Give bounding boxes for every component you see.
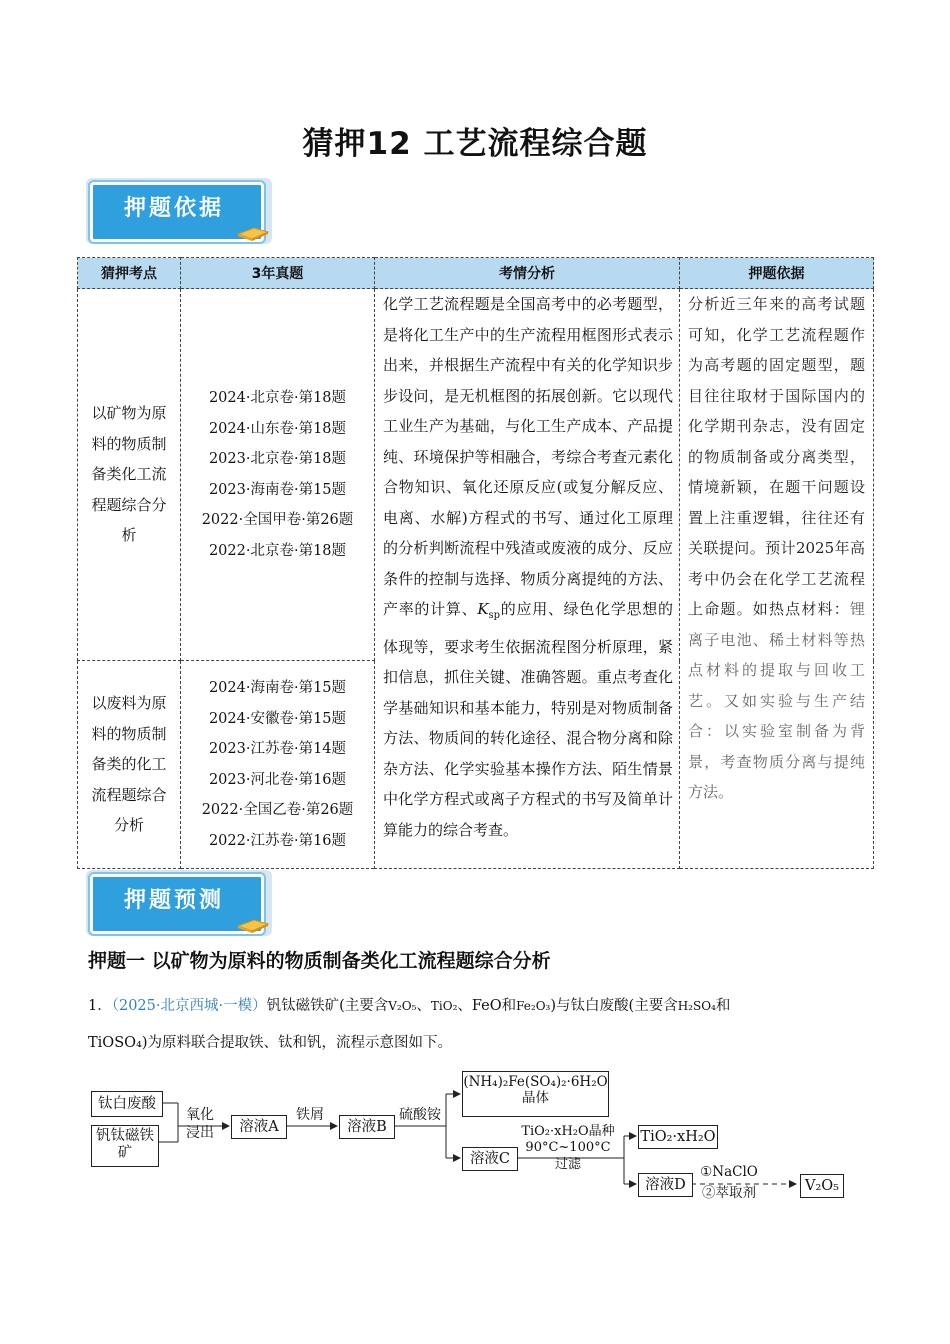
basis-cell: 分析近三年来的高考试题可知，化学工艺流程题作为高考题的固定题型，题目往往取材于国际国内的化学期刊杂志，没有固定的物质制备或分离类型，情境新颖，在题干问题设置上注重逻辑，往往还有关联提问。预计2025年高考中仍会在化学工艺流程上命题。如热点材料：锂离子电池、稀土材料等热点材料的提取与回收工艺。又如实验与生产结合：以实验室制备为背景，考查物质分离与提纯方法。: [680, 289, 874, 869]
box-solution-c: 溶液C: [462, 1147, 518, 1171]
box-waste-acid: 钛白废酸: [91, 1091, 163, 1117]
label-seed-conditions: TiO₂·xH₂O晶种 90°C~100°C 过滤: [521, 1124, 615, 1172]
header-basis: 押题依据: [680, 258, 874, 289]
label-oxidize-leach: 氧化浸出: [186, 1107, 214, 1142]
year-item: 2023·海南卷·第15题: [208, 481, 347, 498]
year-item: 2022·全国甲卷·第26题: [201, 512, 354, 528]
label-extractant: ②萃取剂: [702, 1185, 756, 1201]
box-solution-d: 溶液D: [638, 1173, 693, 1197]
year-item: 2024·安徽卷·第15题: [208, 710, 347, 727]
year-item: 2023·河北卷·第16题: [208, 771, 347, 788]
year-item: 2024·北京卷·第18题: [208, 390, 347, 406]
badge-label: 押题预测: [123, 888, 224, 913]
label-iron-filings: 铁屑: [296, 1107, 324, 1123]
point-cell: 以废料为原料的物质制备类的化工流程题综合分析: [78, 661, 181, 869]
year-item: 2023·北京卷·第18题: [208, 451, 347, 467]
point-cell: 以矿物为原料的物质制备类化工流程题综合分析: [78, 289, 181, 661]
page-title: 猜押12 工艺流程综合题: [302, 126, 648, 162]
header-analysis: 考情分析: [375, 258, 680, 289]
box-tio2-product: TiO₂·xH₂O: [638, 1125, 718, 1149]
year-item: 2022·江苏卷·第16题: [208, 832, 347, 849]
question-text: 1．（2025·北京西城·一模）钒钛磁铁矿(主要含V₂O₅、TiO₂、FeO和Fe₂O₃)与钛白废酸(主要含H₂SO₄和 TiOSO₄)为原料联合提取铁、钛和钒，流程示意图如下。: [88, 998, 731, 1051]
header-years: 3年真题: [181, 258, 375, 289]
box-solution-b: 溶液B: [339, 1115, 395, 1139]
year-item: 2023·江苏卷·第14题: [208, 741, 347, 757]
section-title: 押题一 以矿物为原料的物质制备类化工流程题综合分析: [88, 950, 551, 972]
box-solution-a: 溶液A: [231, 1115, 287, 1139]
box-crystal: (NH₄)₂Fe(SO₄)₂·6H₂O 晶体: [462, 1071, 609, 1117]
box-v2o5-product: V₂O₅: [800, 1174, 844, 1198]
question-source: （2025·北京西城·一模）: [111, 998, 267, 1014]
year-item: 2022·北京卷·第18题: [208, 542, 347, 559]
year-item: 2024·海南卷·第15题: [208, 680, 347, 696]
box-ore: 钒钛磁铁矿: [91, 1125, 159, 1167]
label-ammonium-sulfate: 硫酸铵: [399, 1107, 441, 1123]
year-item: 2024·山东卷·第18题: [208, 420, 347, 437]
label-naclo: ①NaClO: [700, 1164, 758, 1180]
year-item: 2022·全国乙卷·第26题: [201, 802, 354, 818]
analysis-cell: 化学工艺流程题是全国高考中的必考题型，是将化工生产中的生产流程用框图形式表示出来，并根据生产流程中有关的化学知识步步设问，是无机框图的拓展创新。它以现代工业生产为基础，与化工生产成本、产品提纯、环境保护等相融合，考综合考查元素化合物知识、氧化还原反应(或复分解反应、电离、水解)方程式的书写、通过化工原理的分析判断流程中残渣或废液的成分、反应条件的控制与选择、物质分离提纯的方法、产率的计算、$K_{sp}$的应用、绿色化学思想的体现等，要求考生依据流程图分析原理，紧扣信息，抓住关键、准确答题。重点考查化学基础知识和基本能力，特别是对物质制备方法、物质间的转化途径、混合物分离和除杂方法、化学实验基本操作方法、陌生情景中化学方程式或离子方程式的书写及简单计算能力的综合考查。: [375, 289, 680, 869]
header-point: 猜押考点: [78, 258, 181, 289]
badge-label: 押题依据: [123, 196, 224, 221]
